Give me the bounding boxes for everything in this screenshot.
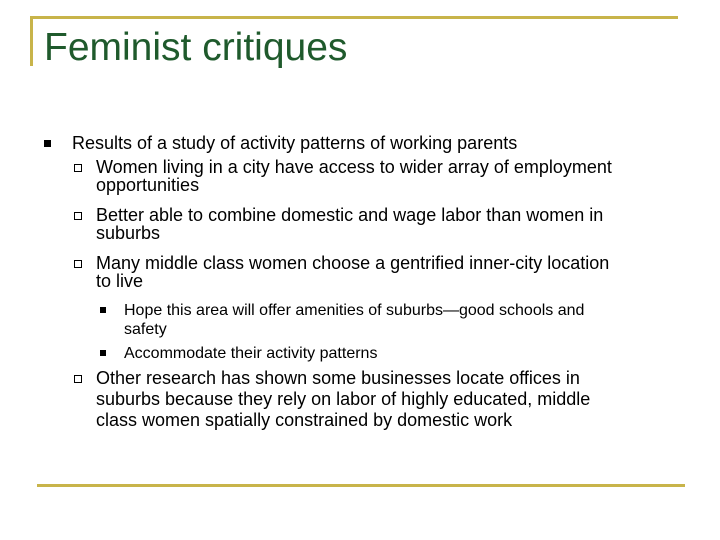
bullet-line: opportunities xyxy=(96,175,200,195)
bullet-line: suburbs xyxy=(96,223,161,243)
bullet-line: Accommodate their activity patterns xyxy=(124,345,378,362)
level2-bullet-icon xyxy=(74,260,82,268)
bullet-line: suburbs because they rely on labor of highly educated, middle xyxy=(96,389,591,409)
level3-bullet-icon xyxy=(100,350,106,356)
bullet-accommodate xyxy=(124,343,704,364)
bullet-line: class women spatially constrained by domestic work xyxy=(96,410,513,430)
bullet-hope-amenities xyxy=(124,300,704,340)
bullet-city-access xyxy=(96,157,696,196)
slide-title: Feminist critiques xyxy=(44,26,348,69)
bullet-other-research xyxy=(96,368,696,431)
bullet-better-able xyxy=(96,205,696,244)
bullet-line: Women living in a city have access to wider array of employment xyxy=(96,157,612,177)
level2-bullet-icon xyxy=(74,164,82,172)
bullet-gentrified-location xyxy=(96,253,706,292)
level2-bullet-icon xyxy=(74,375,82,383)
level2-bullet-icon xyxy=(74,212,82,220)
bullet-line: safety xyxy=(124,321,167,338)
bullet-results-study: Results of a study of activity patterns of working parents xyxy=(72,133,518,153)
level1-bullet-icon xyxy=(44,140,51,147)
bullet-line: Other research has shown some businesses locate offices in xyxy=(96,368,580,388)
bullet-line: to live xyxy=(96,271,144,291)
level3-bullet-icon xyxy=(100,307,106,313)
bullet-line: Many middle class women choose a gentrified inner-city location xyxy=(96,253,610,273)
bullet-line: Better able to combine domestic and wage labor than women in xyxy=(96,205,604,225)
bullet-line: Hope this area will offer amenities of suburbs—good schools and xyxy=(124,302,585,319)
